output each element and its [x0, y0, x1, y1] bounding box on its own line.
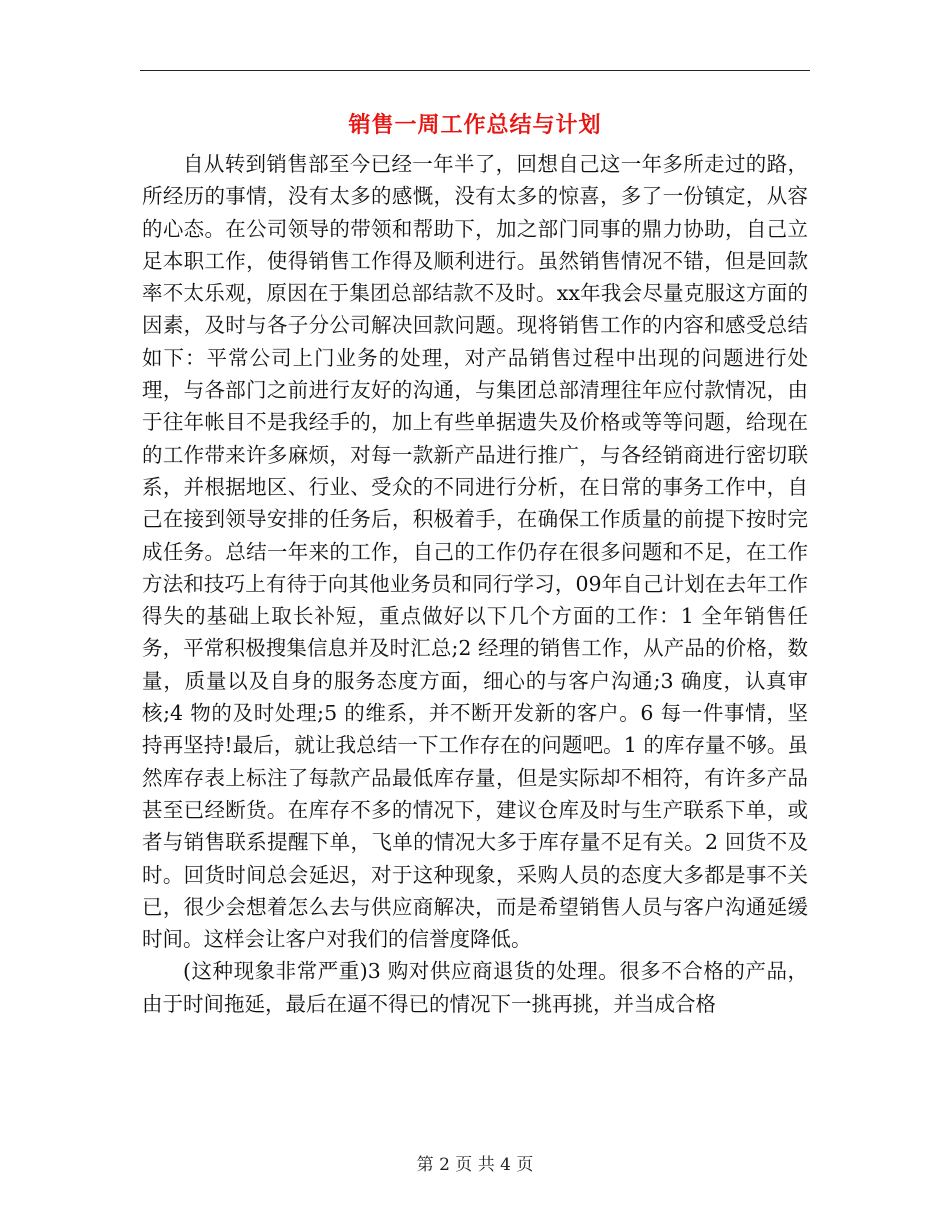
- body-paragraph-1: 自从转到销售部至今已经一年半了，回想自己这一年多所走过的路，所经历的事情，没有太多的感慨，没有太多的惊喜，多了一份镇定，从容的心态。在公司领导的带领和帮助下，加之部门同事的鼎力协助，自己立足本职工作，使得销售工作得及顺利进行。虽然销售情况不错，但是回款率不太乐观，原因在于集团总部结款不及时。xx年我会尽量克服这方面的因素，及时与各子分公司解决回款问题。现将销售工作的内容和感受总结如下：平常公司上门业务的处理，对产品销售过程中出现的问题进行处理，与各部门之前进行友好的沟通，与集团总部清理往年应付款情况，由于往年帐目不是我经手的，加上有些单据遗失及价格或等等问题，给现在的工作带来许多麻烦，对每一款新产品进行推广，与各经销商进行密切联系，并根据地区、行业、受众的不同进行分析，在日常的事务工作中，自己在接到领导安排的任务后，积极着手，在确保工作质量的前提下按时完成任务。总结一年来的工作，自己的工作仍存在很多问题和不足，在工作方法和技巧上有待于向其他业务员和同行学习，09年自己计划在去年工作得失的基础上取长补短，重点做好以下几个方面的工作：1 全年销售任务，平常积极搜集信息并及时汇总;2 经理的销售工作，从产品的价格，数量，质量以及自身的服务态度方面，细心的与客户沟通;3 确度，认真审核;4 物的及时处理;5 的维系，并不断开发新的客户。6 每一件事情，坚持再坚持!最后，就让我总结一下工作存在的问题吧。1 的库存量不够。虽然库存表上标注了每款产品最低库存量，但是实际却不相符，有许多产品甚至已经断货。在库存不多的情况下，建议仓库及时与生产联系下单，或者与销售联系提醒下单，飞单的情况大多于库存量不足有关。2 回货不及时。回货时间总会延迟，对于这种现象，采购人员的态度大多都是事不关已，很少会想着怎么去与供应商解决，而是希望销售人员与客户沟通延缓时间。这样会让客户对我们的信誉度降低。: [142, 152, 808, 952]
- body-paragraph-2: (这种现象非常严重)3 购对供应商退货的处理。很多不合格的产品，由于时间拖延，最后在逼不得已的情况下一挑再挑，并当成合格: [142, 959, 808, 1016]
- header-rule: [140, 70, 810, 71]
- document-title: 销售一周工作总结与计划: [348, 113, 602, 138]
- page-number-footer: 第 2 页 共 4 页: [416, 1155, 534, 1175]
- document-body: [142, 148, 808, 1020]
